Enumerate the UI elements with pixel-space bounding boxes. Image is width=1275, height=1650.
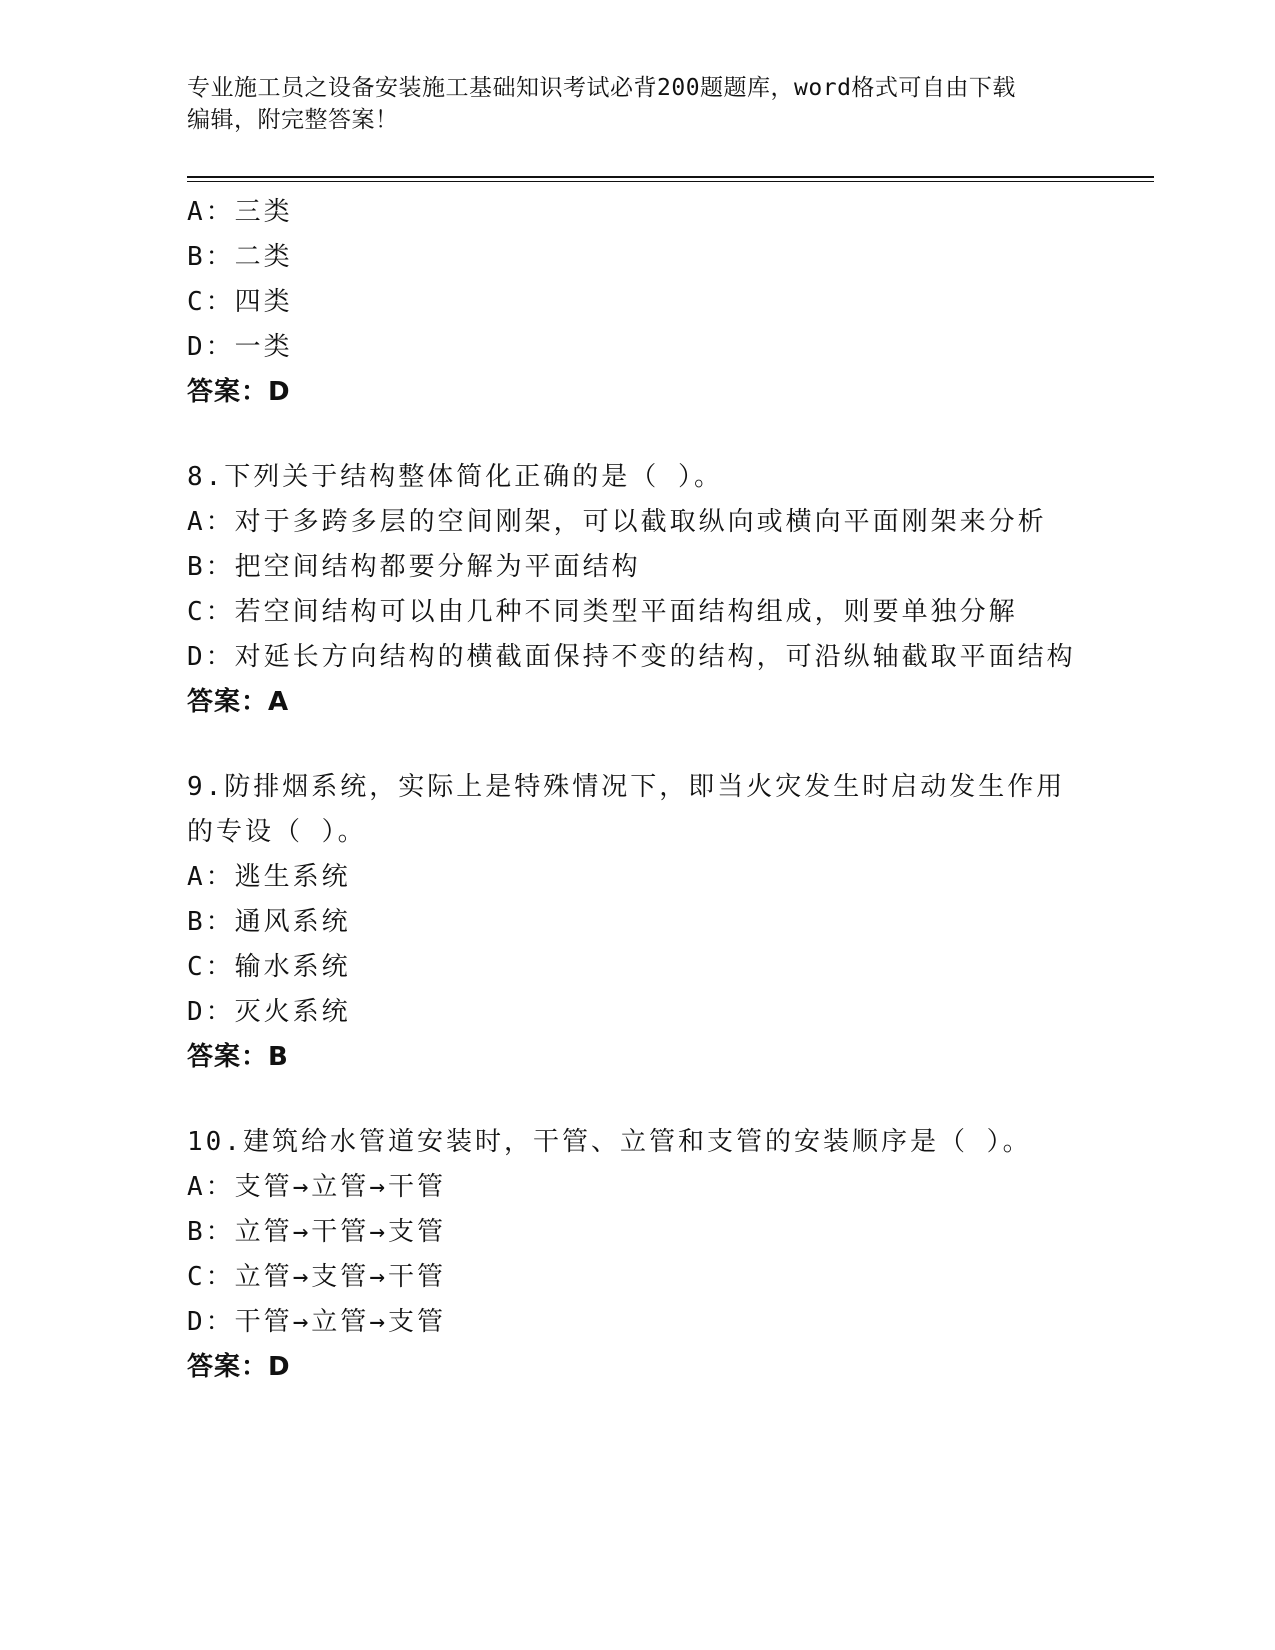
q8-option-d: D：对延长方向结构的横截面保持不变的结构，可沿纵轴截取平面结构	[187, 642, 1076, 672]
q10-stem: 10.建筑给水管道安装时，干管、立管和支管的安装顺序是（ ）。	[187, 1127, 1032, 1157]
q7-option-d: D：一类	[187, 332, 293, 362]
header-divider-thick	[187, 176, 1154, 178]
q9-option-a: A：逃生系统	[187, 862, 351, 892]
q10-option-c: C：立管→支管→干管	[187, 1262, 446, 1292]
q10-answer: 答案：D	[187, 1352, 291, 1382]
q7-option-b: B：二类	[187, 242, 293, 272]
q7-answer: 答案：D	[187, 377, 291, 407]
q7-option-c: C：四类	[187, 287, 293, 317]
q9-answer: 答案：B	[187, 1042, 289, 1072]
q9-option-c: C：输水系统	[187, 952, 351, 982]
header-title-line1: 专业施工员之设备安装施工基础知识考试必背200题题库，word格式可自由下载	[187, 75, 1016, 101]
q9-option-d: D：灭火系统	[187, 997, 351, 1027]
document-header	[187, 72, 1087, 136]
header-divider-thin	[187, 181, 1154, 182]
header-title-line2: 编辑，附完整答案！	[187, 107, 399, 133]
q8-option-a: A：对于多跨多层的空间刚架，可以截取纵向或横向平面刚架来分析	[187, 507, 1047, 537]
q10-option-b: B：立管→干管→支管	[187, 1217, 446, 1247]
q8-answer: 答案：A	[187, 687, 290, 717]
q9-stem-line1: 9.防排烟系统，实际上是特殊情况下，即当火灾发生时启动发生作用	[187, 772, 1066, 802]
q7-option-a: A：三类	[187, 197, 293, 227]
q10-option-a: A：支管→立管→干管	[187, 1172, 446, 1202]
q10-option-d: D：干管→立管→支管	[187, 1307, 446, 1337]
q9-stem-line2: 的专设（ ）。	[187, 817, 367, 847]
q9-option-b: B：通风系统	[187, 907, 351, 937]
q8-option-b: B：把空间结构都要分解为平面结构	[187, 552, 641, 582]
q8-option-c: C：若空间结构可以由几种不同类型平面结构组成，则要单独分解	[187, 597, 1018, 627]
q8-stem: 8.下列关于结构整体简化正确的是（ ）。	[187, 462, 723, 492]
